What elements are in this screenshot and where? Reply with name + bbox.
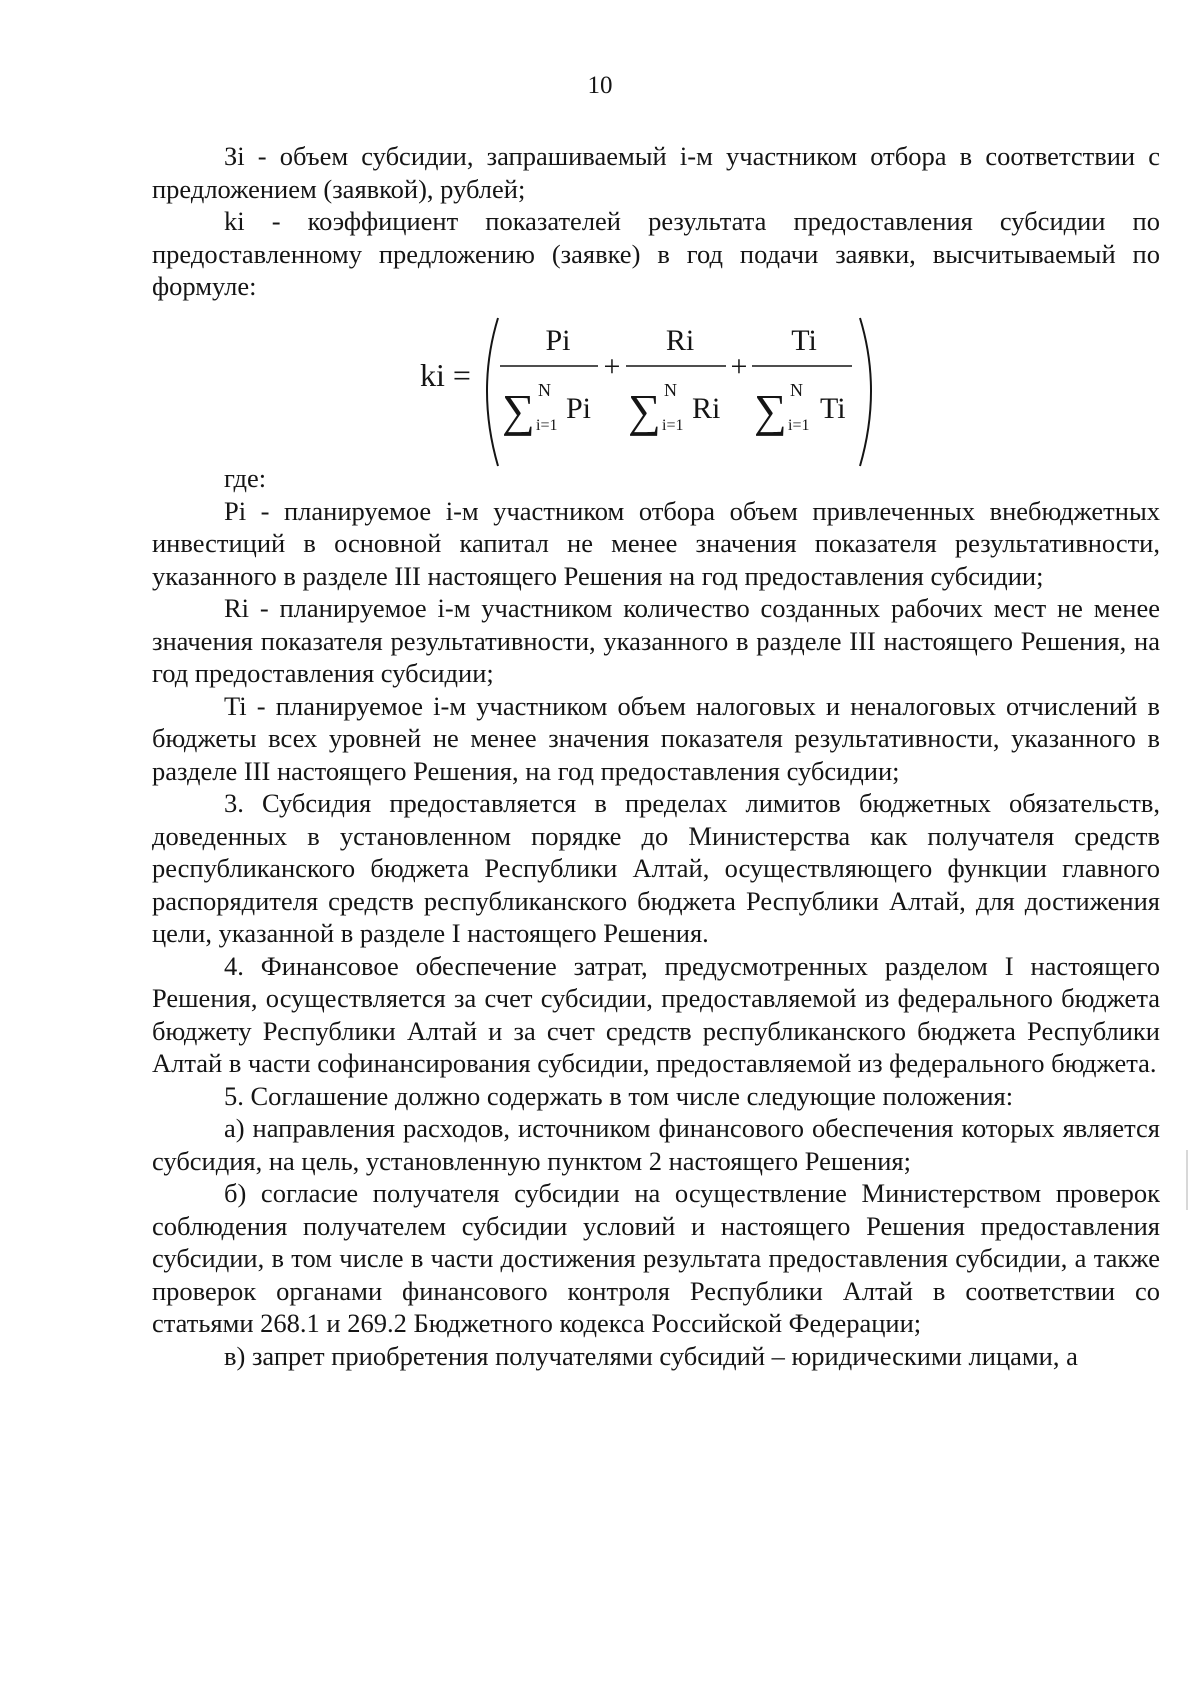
term3-denominator: Ti — [820, 392, 846, 425]
term1-sigma: ∑ — [502, 385, 535, 436]
clause-3: 3. Субсидия предоставляется в пределах лимитов бюджетных обязательств, доведенных в установленном порядке до Министерства как получателя средств республиканского бюджета Республики Алтай, осуществляющего функции главного распорядителя средств республиканского бюджета Республики Алтай, для достижения цели, указанной в разделе I настоящего Решения. — [152, 788, 1160, 948]
left-paren — [487, 318, 498, 466]
term3-sum-upper: N — [790, 380, 803, 400]
plus-1: + — [603, 350, 621, 383]
term2-denominator: Ri — [692, 392, 721, 425]
right-paren — [860, 318, 871, 466]
term3-sigma: ∑ — [754, 385, 787, 436]
term1-sum-lower: i=1 — [536, 417, 558, 434]
term1-sum-upper: N — [538, 380, 551, 400]
term2-sum-lower: i=1 — [662, 417, 684, 434]
definitions-block — [152, 462, 1160, 1372]
term2-sum-upper: N — [664, 380, 677, 400]
formula-graphic — [420, 318, 960, 468]
page-number: 10 — [587, 72, 613, 99]
definition-ri: Ri - планируемое i-м участником количество созданных рабочих мест не менее значения показателя результативности, указанного в разделе III настоящего Решения, на год предоставления субсидии; — [152, 593, 1160, 688]
term3-sum-lower: i=1 — [788, 417, 810, 434]
clause-5v: в) запрет приобретения получателями субсидий – юридическими лицами, а — [224, 1340, 1078, 1371]
where-label: где: — [224, 463, 267, 493]
paragraph-zi: Зi - объем субсидии, запрашиваемый i-м участником отбора в соответствии с предложением (заявкой), рублей; — [152, 141, 1160, 204]
clause-4: 4. Финансовое обеспечение затрат, предусмотренных разделом I настоящего Решения, осуществляется за счет субсидии, предоставляемой из федерального бюджета бюджету Республики Алтай и за счет средств республиканского бюджета Республики Алтай в части софинансирования субсидии, предоставляемой из федерального бюджета. — [152, 950, 1160, 1078]
clause-5b: б) согласие получателя субсидии на осуществление Министерством проверок соблюдения получателем субсидии условий и настоящего Решения предоставления субсидии, в том числе в части достижения результата предоставления субсидии, а также проверок органами финансового контроля Республики Алтай в соответствии со статьями 268.1 и 269.2 Бюджетного кодекса Российской Федерации; — [152, 1178, 1160, 1338]
paragraph-ki: ki - коэффициент показателей результата предоставления субсидии по предоставленному предложению (заявке) в год подачи заявки, высчитываемый по формуле: — [152, 206, 1160, 301]
intro-block — [152, 140, 1160, 303]
term3-numerator: Ti — [791, 324, 817, 357]
clause-5a: а) направления расходов, источником финансового обеспечения которых является субсидия, на цель, установленную пунктом 2 настоящего Решения; — [152, 1113, 1160, 1176]
term2-sigma: ∑ — [628, 385, 661, 436]
formula-lhs: ki = — [420, 357, 471, 393]
clause-5: 5. Соглашение должно содержать в том числе следующие положения: — [224, 1080, 1014, 1111]
ki-formula — [420, 318, 960, 468]
plus-2: + — [730, 350, 748, 383]
definition-pi: Pi - планируемое i-м участником отбора объем привлеченных внебюджетных инвестиций в основной капитал не менее значения показателя результативности, указанного в разделе III настоящего Решения на год предоставления субсидии; — [152, 495, 1160, 591]
definition-ti: Ti - планируемое i-м участником объем налоговых и неналоговых отчислений в бюджеты всех уровней не менее значения показателя результативности, указанного в разделе III настоящего Решения, на год предоставления субсидии; — [152, 690, 1160, 786]
scan-edge-mark — [1186, 1150, 1188, 1210]
term2-numerator: Ri — [665, 324, 695, 357]
term1-denominator: Pi — [566, 392, 592, 425]
term1-numerator: Pi — [545, 324, 571, 357]
